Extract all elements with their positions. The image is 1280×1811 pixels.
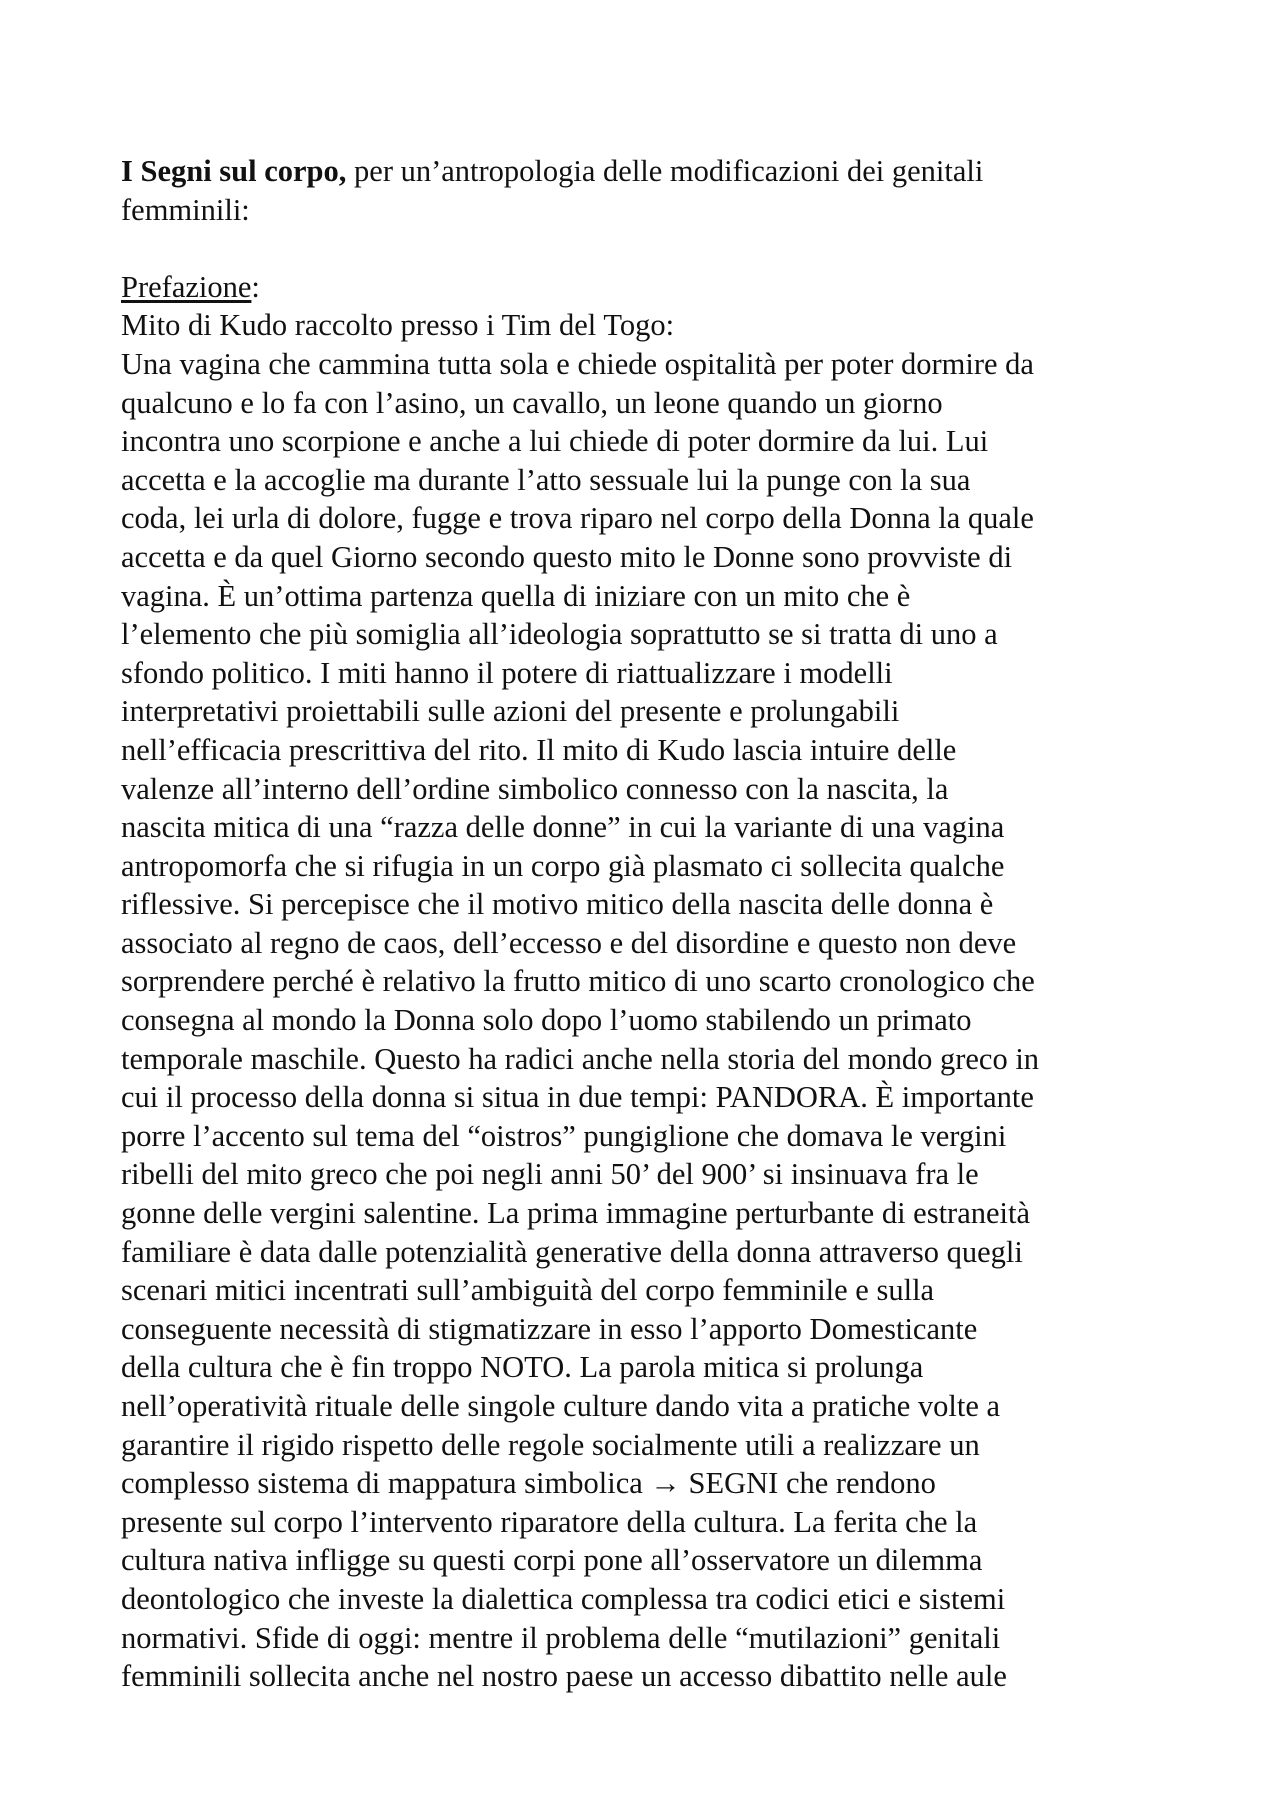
body-line: consegna al mondo la Donna solo dopo l’uomo stabilendo un primato (121, 1003, 972, 1038)
body-line: conseguente necessità di stigmatizzare in esso l’apporto Domesticante (121, 1311, 978, 1346)
title-bold-text: I Segni sul corpo, (121, 154, 347, 188)
body-line: riflessive. Si percepisce che il motivo mitico della nascita delle donna è (121, 887, 994, 922)
body-line: accetta e la accoglie ma durante l’atto sessuale lui la punge con la sua (121, 462, 971, 497)
section-heading-colon: : (251, 269, 260, 304)
document-page (121, 152, 1171, 1696)
body-line: normativi. Sfide di oggi: mentre il problema delle “mutilazioni” genitali (121, 1620, 1001, 1655)
body-line: nell’operatività rituale delle singole culture dando vita a pratiche volte a (121, 1389, 1001, 1423)
body-line: vagina. È un’ottima partenza quella di iniziare con un mito che è (121, 578, 911, 613)
body-line: valenze all’interno dell’ordine simbolico connesso con la nascita, la (121, 771, 949, 806)
body-line: ribelli del mito greco che poi negli anni 50’ del 900’ si insinuava fra le (121, 1157, 979, 1192)
paragraph-spacer (121, 229, 1171, 268)
body-line: interpretativi proiettabili sulle azioni del presente e prolungabili (121, 694, 900, 729)
body-line: coda, lei urla di dolore, fugge e trova riparo nel corpo della Donna la quale (121, 501, 1034, 536)
body-line: familiare è data dalle potenzialità generative della donna attraverso quegli (121, 1234, 1023, 1269)
body-line: nell’efficacia prescrittiva del rito. Il mito di Kudo lascia intuire delle (121, 732, 957, 767)
body-line: qualcuno e lo fa con l’asino, un cavallo, un leone quando un giorno (121, 385, 943, 420)
body-line: porre l’accento sul tema del “oistros” pungiglione che domava le vergini (121, 1118, 1007, 1153)
title-line-2: femminili: (121, 192, 250, 227)
body-line: associato al regno de caos, dell’eccesso e del disordine e questo non deve (121, 925, 1017, 960)
body-line: garantire il rigido rispetto delle regole socialmente utili a realizzare un (121, 1427, 980, 1462)
body-line: presente sul corpo l’intervento riparatore della cultura. La ferita che la (121, 1504, 978, 1539)
body-line: della cultura che è fin troppo NOTO. La parola mitica si prolunga (121, 1350, 924, 1385)
body-line: Una vagina che cammina tutta sola e chiede ospitalità per poter dormire da (121, 346, 1034, 381)
body-line: deontologico che investe la dialettica complessa tra codici etici e sistemi (121, 1581, 1006, 1616)
body-line: complesso sistema di mappatura simbolica → SEGNI che rendono (121, 1466, 936, 1501)
body-line: accetta e da quel Giorno secondo questo mito le Donne sono provviste di (121, 539, 1013, 574)
body-line: antropomorfa che si rifugia in un corpo già plasmato ci sollecita qualche (121, 848, 1005, 883)
body-line: incontra uno scorpione e anche a lui chiede di poter dormire da lui. Lui (121, 424, 989, 459)
body-text (121, 306, 1171, 1695)
document-title (121, 152, 1171, 229)
body-line: cultura nativa infligge su questi corpi pone all’osservatore un dilemma (121, 1543, 983, 1578)
body-line: femminili sollecita anche nel nostro paese un accesso dibattito nelle aule (121, 1659, 1007, 1694)
body-line: temporale maschile. Questo ha radici anche nella storia del mondo greco in (121, 1041, 1040, 1076)
body-line: sfondo politico. I miti hanno il potere di riattualizzare i modelli (121, 655, 893, 690)
body-line: l’elemento che più somiglia all’ideologia soprattutto se si tratta di uno a (121, 617, 998, 652)
body-line: scenari mitici incentrati sull’ambiguità del corpo femminile e sulla (121, 1273, 935, 1308)
title-line-1 (121, 152, 1171, 191)
body-line: sorprendere perché è relativo la frutto mitico di uno scarto cronologico che (121, 964, 1035, 999)
body-line: nascita mitica di una “razza delle donne” in cui la variante di una vagina (121, 810, 1005, 845)
body-line: gonne delle vergini salentine. La prima immagine perturbante di estraneità (121, 1196, 1031, 1231)
section-heading-row (121, 268, 1171, 307)
section-heading: Prefazione (121, 269, 252, 304)
body-line: Mito di Kudo raccolto presso i Tim del Togo: (121, 308, 675, 343)
title-rest-text: per un’antropologia delle modificazioni dei genitali (346, 154, 984, 188)
body-line: cui il processo della donna si situa in due tempi: PANDORA. È importante (121, 1080, 1034, 1115)
